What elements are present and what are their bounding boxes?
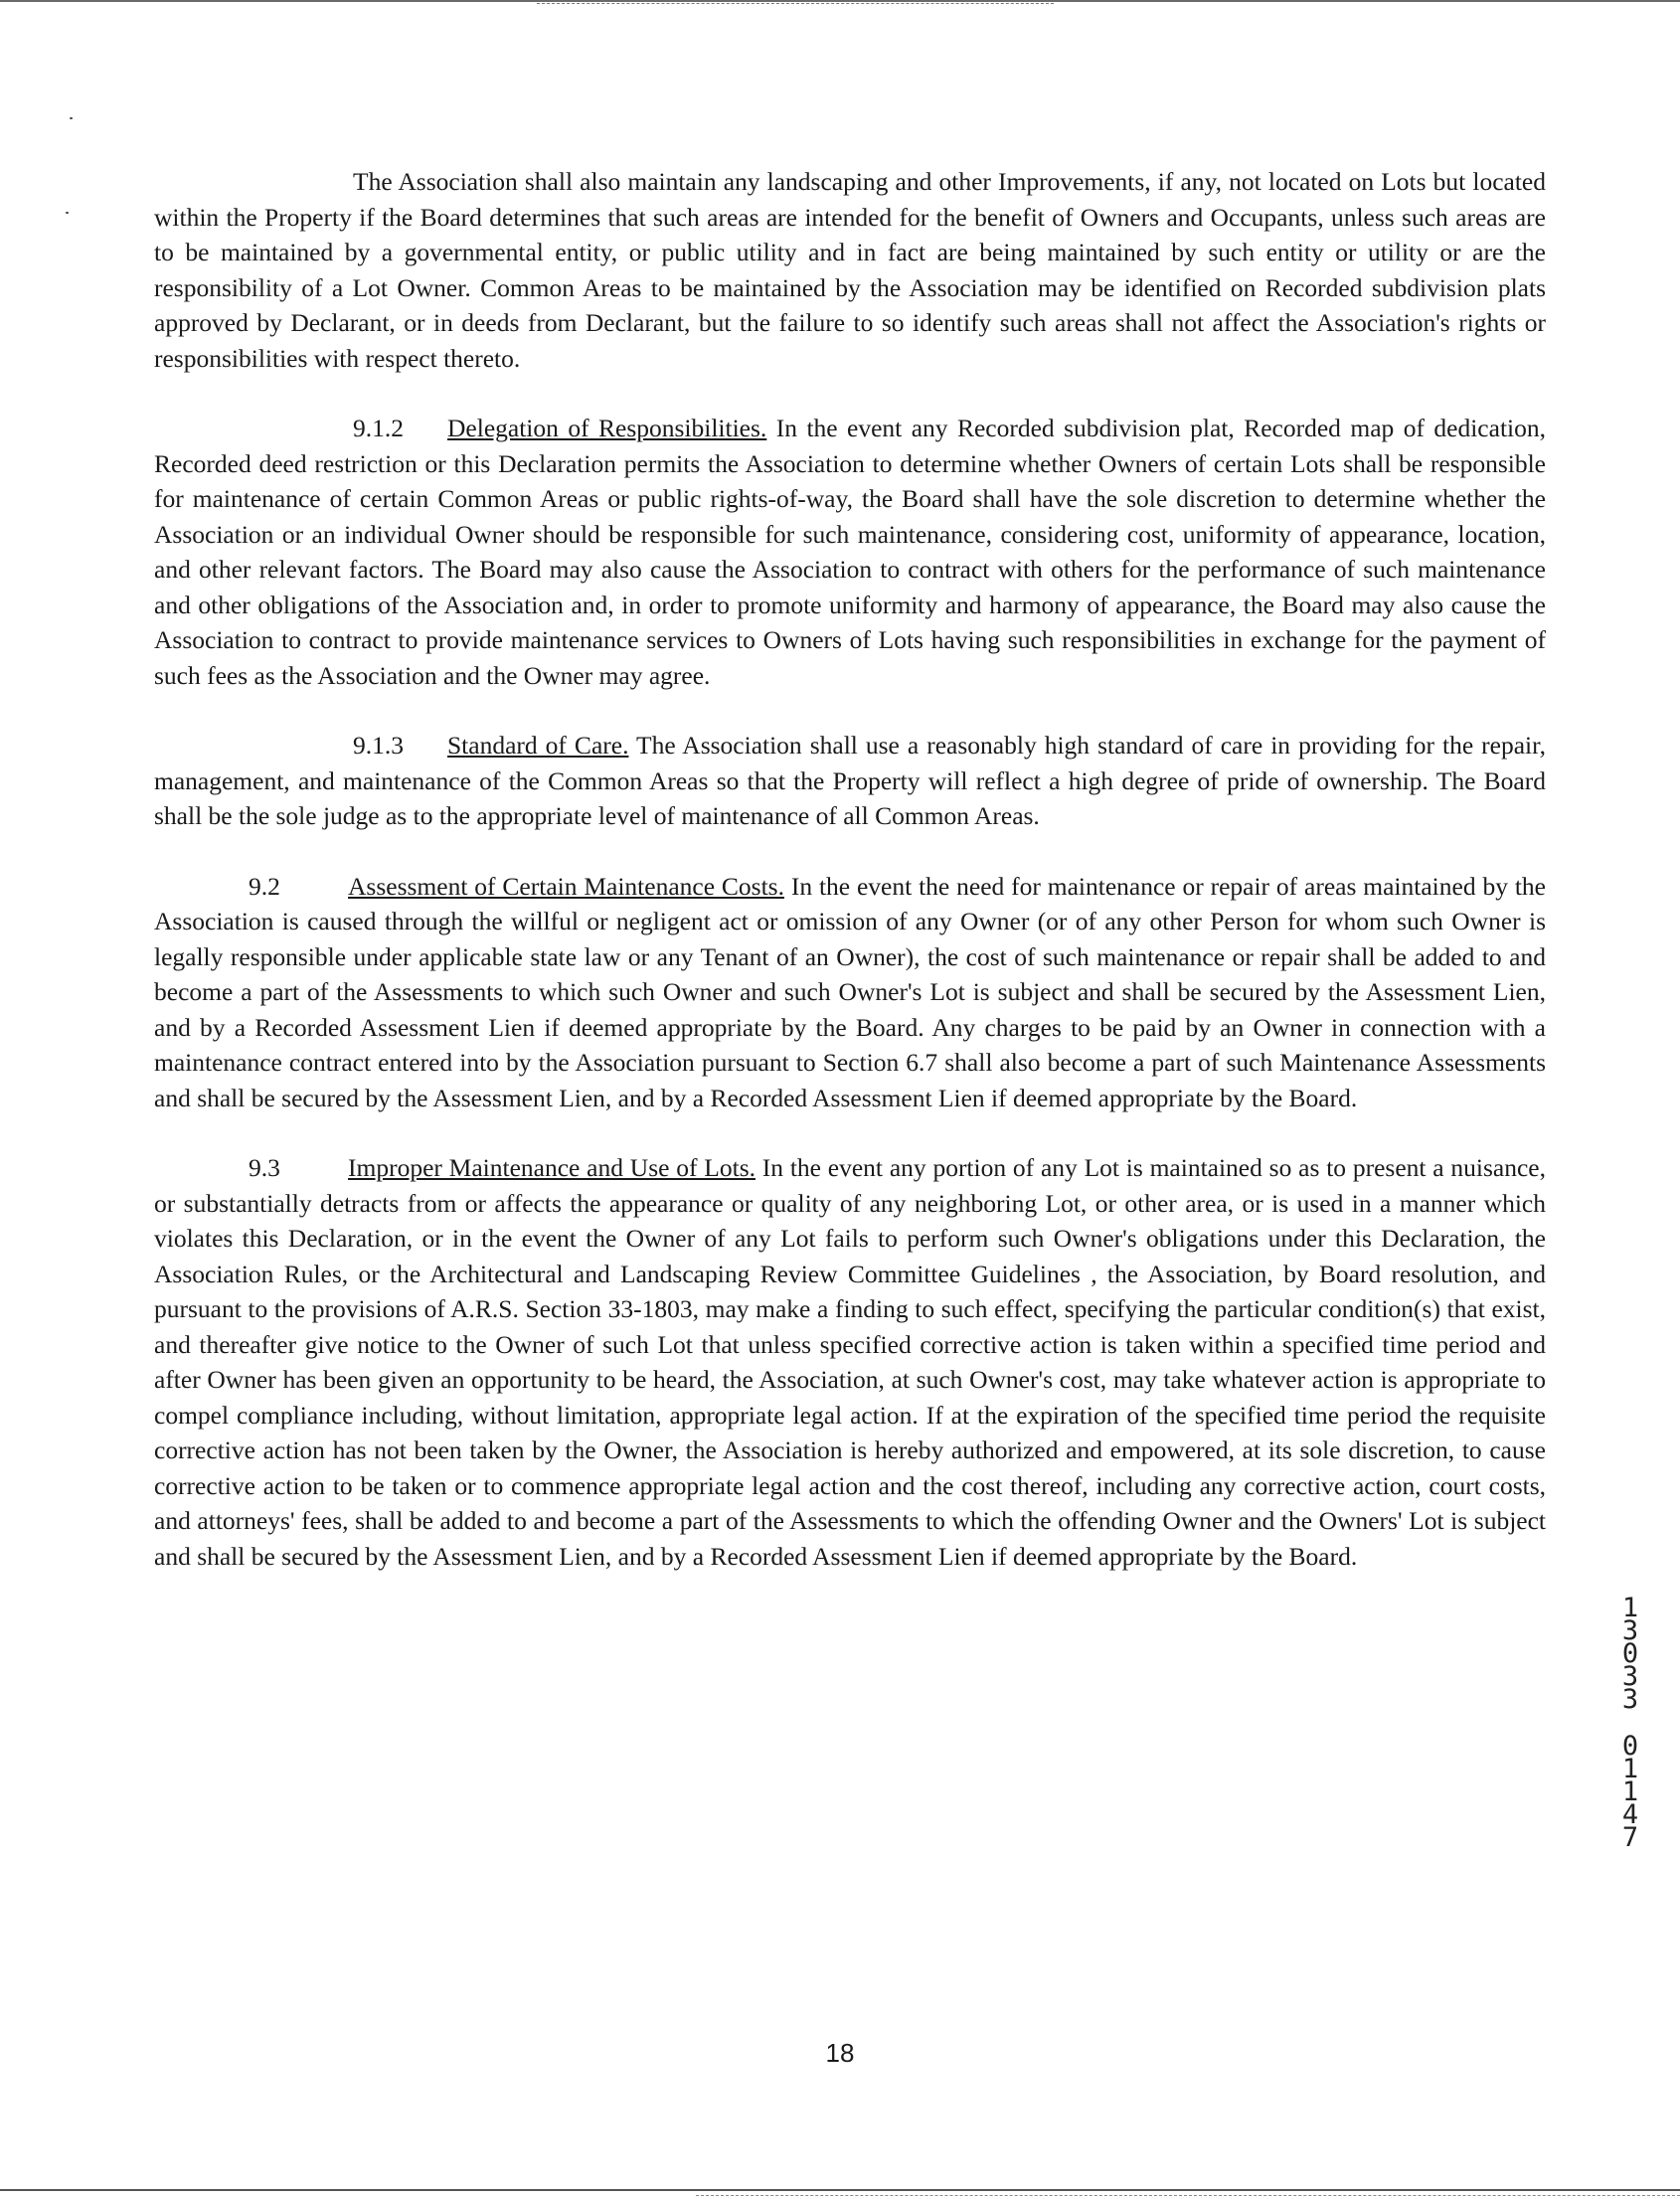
section-number: 9.2 xyxy=(249,871,280,901)
recording-digit: 3 xyxy=(1621,1615,1639,1646)
bottom-edge-dash xyxy=(696,2195,1680,2196)
document-body xyxy=(154,164,1546,1608)
section-number: 9.1.3 xyxy=(353,731,404,760)
recording-number-stamp xyxy=(1610,1593,1650,1853)
recording-digit: 3 xyxy=(1621,1661,1639,1692)
recording-digit: 3 xyxy=(1621,1684,1639,1715)
section-title: Assessment of Certain Maintenance Costs. xyxy=(348,871,784,901)
paragraph-text: The Association shall also maintain any landscaping and other Improvements, if any, not located on Lots but located within the Property if the Board determines that such areas are intended for the benefit of Owners and Occupants, unless such areas are to be maintained by a governmental entity, or public utility and in fact are being maintained by such entity or utility or are the responsibility of a Lot Owner. Common Areas to be maintained by the Association may be identified on Recorded subdivision plats approved by Declarant, or in deeds from Declarant, but the failure to so identify such areas shall not affect the Association's rights or responsibilities with respect thereto. xyxy=(154,167,1546,373)
section-text: In the event any Recorded subdivision plat, Recorded map of dedication, Recorded deed restriction or this Declaration permits the Association to determine whether Owners of certain Lots shall be responsible for maintenance of certain Common Areas or public rights-of-way, the Board shall have the sole discretion to determine whether the Association or an individual Owner should be responsible for such maintenance, considering cost, uniformity of appearance, location, and other relevant factors. The Board may also cause the Association to contract with others for the performance of such maintenance and other obligations of the Association and, in order to promote uniformity and harmony of appearance, the Board may also cause the Association to contract to provide maintenance services to Owners of Lots having such responsibilities in exchange for the payment of such fees as the Association and the Owner may agree. xyxy=(154,414,1546,690)
top-edge-dash xyxy=(537,3,1054,4)
section-9-1-3 xyxy=(154,728,1546,834)
recording-digit: 0 xyxy=(1621,1731,1639,1762)
section-number: 9.3 xyxy=(249,1153,280,1182)
top-edge-rule xyxy=(0,0,1680,2)
section-9-3 xyxy=(154,1150,1546,1574)
page-number: 18 xyxy=(825,2038,855,2068)
recording-digit: 1 xyxy=(1621,1754,1639,1784)
section-text: In the event any portion of any Lot is maintained so as to present a nuisance, or substantially detracts from or affects the appearance or quality of any neighboring Lot, or other area, or is used in a manner which violates this Declaration, or in the event the Owner of any Lot fails to perform such Owner's obligations under this Declaration, the Association Rules, or the Architectural and Landscaping Review Committee Guidelines , the Association, by Board resolution, and pursuant to the provisions of A.R.S. Section 33-1803, may make a finding to such effect, specifying the particular condition(s) that exist, and thereafter give notice to the Owner of such Lot that unless specified corrective action is taken within a specified time period and after Owner has been given an opportunity to be heard, the Association, at such Owner's cost, may take whatever action is appropriate to compel compliance including, without limitation, appropriate legal action. If at the expiration of the specified time period the requisite corrective action has not been taken by the Owner, the Association is hereby authorized and empowered, at its sole discretion, to cause corrective action to be taken or to commence appropriate legal action and the cost thereof, including any corrective action, court costs, and attorneys' fees, shall be added to and become a part of the Assessments to which the offending Owner and the Owners' Lot is subject and shall be secured by the Assessment Lien, and by a Recorded Assessment Lien if deemed appropriate by the Board. xyxy=(154,1153,1546,1571)
recording-digit: 1 xyxy=(1621,1776,1639,1807)
recording-digit: 1 xyxy=(1621,1593,1639,1623)
scan-speck xyxy=(66,212,69,214)
recording-digit: 0 xyxy=(1621,1638,1639,1669)
section-9-1-2 xyxy=(154,411,1546,693)
section-title: Delegation of Responsibilities. xyxy=(447,414,767,442)
section-title: Standard of Care. xyxy=(447,731,629,760)
section-9-2 xyxy=(154,869,1546,1116)
section-text: The Association shall use a reasonably high standard of care in providing for the repair, management, and maintenance of the Common Areas so that the Property will reflect a high degree of pride of ownership. The Board shall be the sole judge as to the appropriate level of maintenance of all Common Areas. xyxy=(154,731,1546,830)
bottom-edge-rule xyxy=(0,2189,1680,2191)
section-title: Improper Maintenance and Use of Lots. xyxy=(348,1153,756,1182)
scan-speck xyxy=(70,117,73,119)
recording-digit: 4 xyxy=(1621,1799,1639,1830)
section-number: 9.1.2 xyxy=(353,414,404,442)
paragraph-common-area-maintenance xyxy=(154,164,1546,376)
section-text: In the event the need for maintenance or repair of areas maintained by the Association is caused through the willful or negligent act or omission of any Owner (or of any other Person for whom such Owner is legally responsible under applicable state law or any Tenant of an Owner), the cost of such maintenance or repair shall be added to and become a part of the Assessments to which such Owner and such Owner's Lot is subject and shall be secured by the Assessment Lien, and by a Recorded Assessment Lien if deemed appropriate by the Board. Any charges to be paid by an Owner in connection with a maintenance contract entered into by the Association pursuant to Section 6.7 shall also become a part of such Maintenance Assessments and shall be secured by the Assessment Lien, and by a Recorded Assessment Lien if deemed appropriate by the Board. xyxy=(154,871,1546,1112)
recording-digit: 7 xyxy=(1621,1822,1639,1853)
